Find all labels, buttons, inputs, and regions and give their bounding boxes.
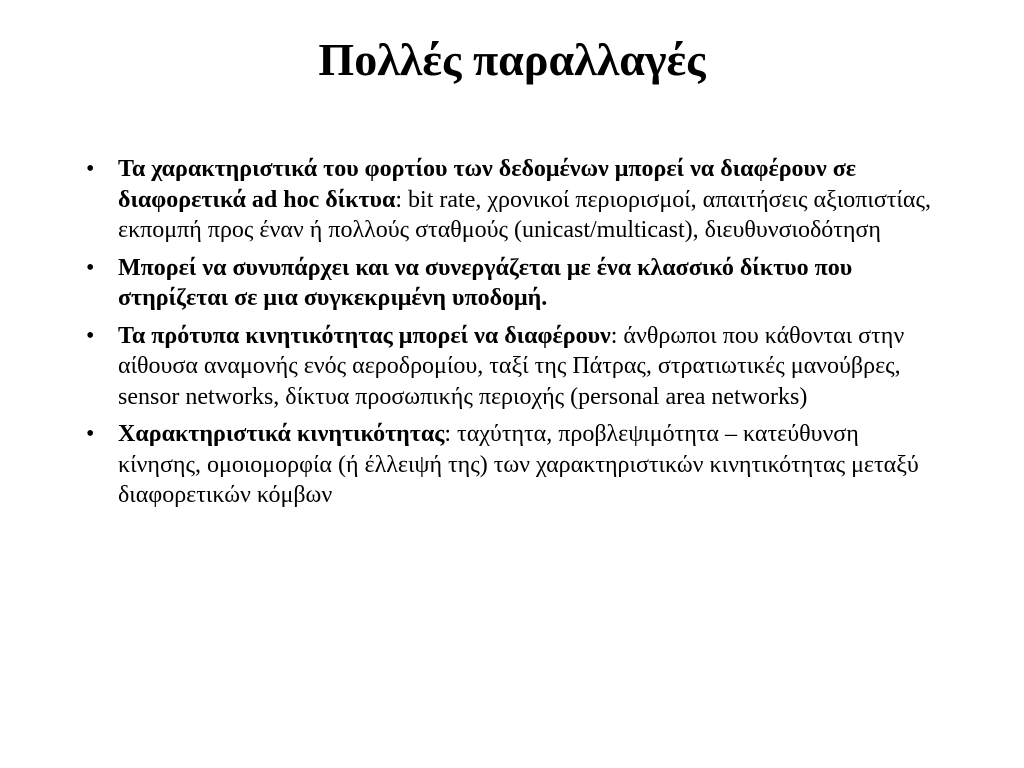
bullet-item [80, 321, 940, 413]
bullet-item [80, 154, 940, 246]
slide-title: Πολλές παραλλαγές [318, 34, 706, 85]
bullet-text: : bit rate, χρονικοί περιορισμοί, απαιτήσεις αξιοπιστίας, εκπομπή προς έναν ή πολλούς σταθμούς (unicast/multicast), διευθυνσιοδότηση [118, 186, 931, 243]
bullet-bold-text: Μπορεί να συνυπάρχει και να συνεργάζεται με ένα κλασσικό δίκτυο που στηρίζεται σε μια συγκεκριμένη υποδομή. [118, 254, 853, 311]
bullet-item [80, 253, 940, 314]
bullet-bold-text: Τα χαρακτηριστικά του φορτίου των δεδομένων μπορεί να διαφέρουν σε διαφορετικά ad hoc δίκτυα [118, 156, 857, 213]
bullet-list [80, 154, 940, 518]
bullet-item [80, 419, 940, 511]
bullet-bold-text: Χαρακτηριστικά κινητικότητας [118, 421, 445, 447]
bullet-dot-icon: • [86, 421, 95, 447]
bullet-dot-icon: • [86, 322, 95, 349]
bullet-bold-text: Τα πρότυπα κινητικότητας μπορεί να διαφέρουν [118, 322, 611, 349]
bullet-text: : ταχύτητα, προβλεψιμότητα – κατεύθυνση κίνησης, ομοιομορφία (ή έλλειψή της) των χαρακτηριστικών κινητικότητας μεταξύ διαφορετικών κόμβων [118, 421, 919, 508]
bullet-dot-icon: • [86, 254, 95, 281]
bullet-dot-icon: • [86, 156, 95, 182]
bullet-text: : άνθρωποι που κάθονται στην αίθουσα αναμονής ενός αεροδρομίου, ταξί της Πάτρας, στρατιωτικές μανούβρες, sensor networks, δίκτυα προσωπικής περιοχής (personal area networks) [118, 322, 905, 410]
